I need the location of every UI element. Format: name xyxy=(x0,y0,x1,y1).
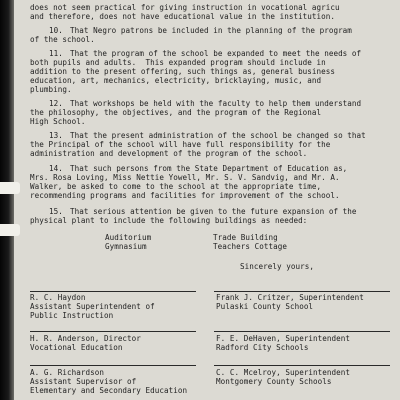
building-teachers-cottage: Teachers Cottage xyxy=(213,242,287,251)
item-line: That Negro patrons be included in the planning of the program xyxy=(70,26,352,35)
item-line: physical plant to include the following buildings as needed: xyxy=(30,216,308,225)
item-line: High School. xyxy=(30,117,86,126)
signature-line xyxy=(30,331,196,332)
continuation-line: does not seem practical for giving instruction in vocational agricu xyxy=(30,3,340,12)
item-number: 15. xyxy=(49,207,63,216)
item-line: recommending programs and facilities for improvement of the school. xyxy=(30,191,340,200)
item-number: 11. xyxy=(49,49,63,58)
item-line: That serious attention be given to the future expansion of the xyxy=(70,207,357,216)
signer-name: Frank J. Critzer, Superintendent xyxy=(216,293,364,302)
continuation-line: and therefore, does not have educational value in the institution. xyxy=(30,12,336,21)
item-line: That the present administration of the school be changed so that xyxy=(70,131,366,140)
item-line: Walker, be asked to come to the school at the appropriate time, xyxy=(30,182,322,191)
item-line: education, art, mechanics, electricity, bricklaying, music, and xyxy=(30,76,322,85)
signer-title: Elementary and Secondary Education xyxy=(30,386,188,395)
signer-title: Radford City Schools xyxy=(216,343,309,352)
signer-title: Assistant Supervisor of xyxy=(30,377,137,386)
signature-line xyxy=(30,291,196,292)
item-number: 14. xyxy=(49,164,63,173)
signer-title: Vocational Education xyxy=(30,343,123,352)
signature-line xyxy=(30,365,196,366)
signer-name: C. C. Mcelroy, Superintendent xyxy=(216,368,351,377)
item-line: plumbing. xyxy=(30,85,72,94)
building-gymnasium: Gymnasium xyxy=(105,242,147,251)
item-line: addition to the present offering, such things as, general business xyxy=(30,67,336,76)
signature-line xyxy=(214,291,390,292)
item-line: That workshops be held with the faculty to help them understand xyxy=(70,99,362,108)
signer-name: R. C. Haydon xyxy=(30,293,86,302)
item-line: the philosophy, the objectives, and the program of the Regional xyxy=(30,108,322,117)
binder-clip xyxy=(0,182,20,194)
item-number: 13. xyxy=(49,131,63,140)
item-line: both pupils and adults. This expanded program should include in xyxy=(30,58,326,67)
signer-title: Assistant Superintendent of xyxy=(30,302,155,311)
building-trade: Trade Building xyxy=(213,233,278,242)
signer-name: F. E. DeHaven, Superintendent xyxy=(216,334,351,343)
binder-clip xyxy=(0,224,20,236)
item-line: the Principal of the school will have full responsibility for the xyxy=(30,140,331,149)
item-number: 12. xyxy=(49,99,63,108)
signer-name: H. R. Anderson, Director xyxy=(30,334,141,343)
closing: Sincerely yours, xyxy=(240,262,314,271)
item-line: That such persons from the State Department of Education as, xyxy=(70,164,348,173)
signature-line xyxy=(214,365,390,366)
item-line: That the program of the school be expanded to meet the needs of xyxy=(70,49,362,58)
scan-edge-shadow xyxy=(0,0,14,400)
signer-title: Pulaski County School xyxy=(216,302,314,311)
signature-line xyxy=(214,331,390,332)
item-number: 10. xyxy=(49,26,63,35)
signer-title: Montgomery County Schools xyxy=(216,377,332,386)
item-line: administration and development of the program of the school. xyxy=(30,149,308,158)
item-line: of the school. xyxy=(30,35,95,44)
building-auditorium: Auditorium xyxy=(105,233,152,242)
item-line: Mrs. Rosa Loving, Miss Nettie Yowell, Mr. S. V. Sandvig, and Mr. A. xyxy=(30,173,340,182)
signer-title: Public Instruction xyxy=(30,311,114,320)
signer-name: A. G. Richardson xyxy=(30,368,104,377)
